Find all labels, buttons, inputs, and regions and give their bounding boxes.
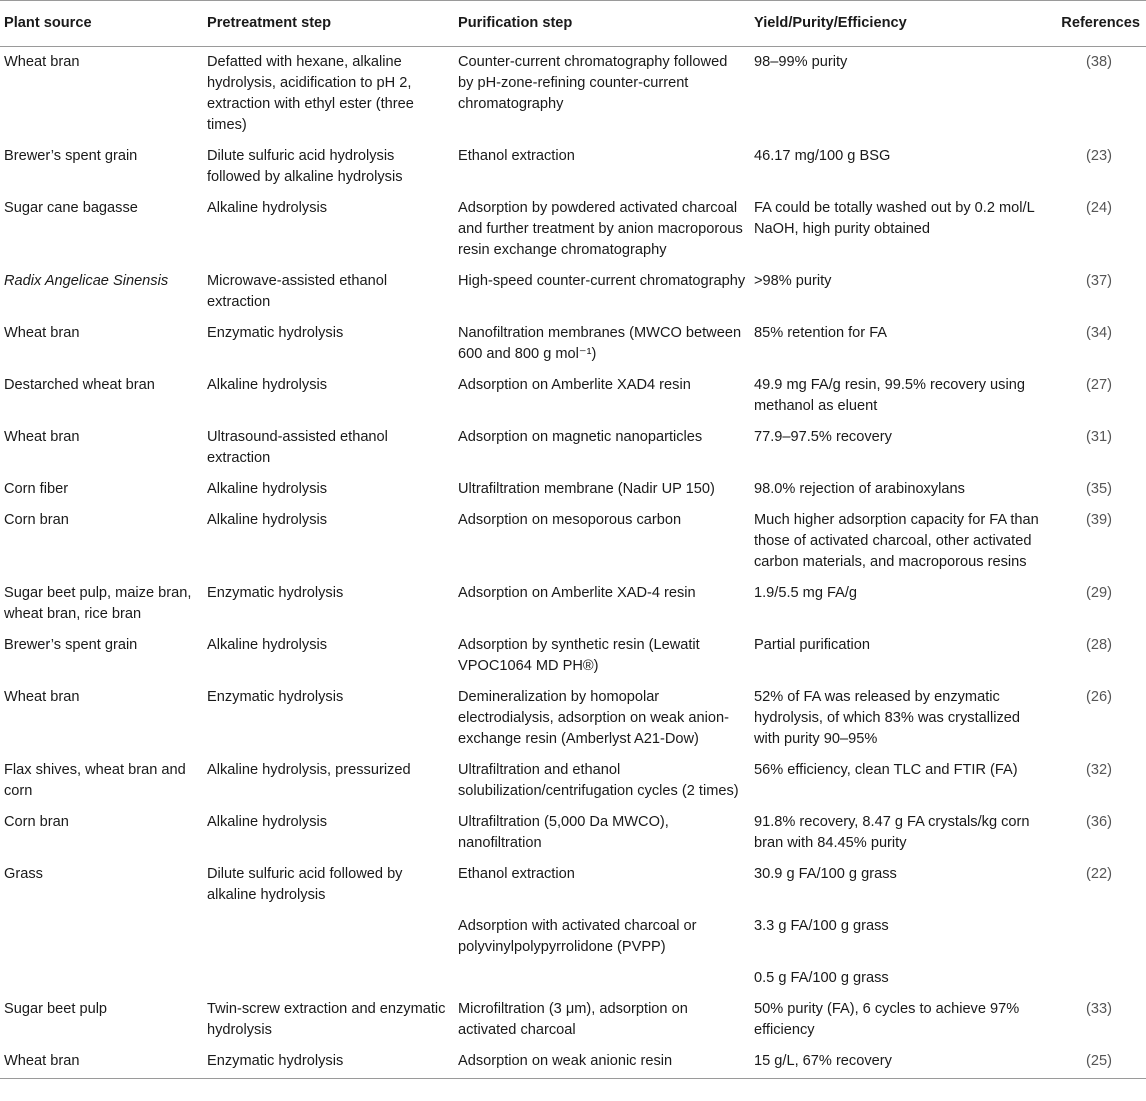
cell-pretreatment: Alkaline hydrolysis bbox=[207, 637, 328, 653]
cell-pretreatment: Dilute sulfuric acid followed by alkaline hydrolysis bbox=[207, 866, 403, 903]
cell-reference: (39) bbox=[1086, 512, 1112, 528]
cell-yield: 46.17 mg/100 g BSG bbox=[754, 148, 891, 164]
cell-pretreatment: Ultrasound-assisted ethanol extraction bbox=[207, 429, 388, 466]
table-header-row bbox=[0, 1, 1146, 47]
cell-plant-source: Wheat bran bbox=[4, 689, 80, 705]
cell-plant-source: Destarched wheat bran bbox=[4, 377, 155, 393]
table-row bbox=[0, 911, 1146, 963]
cell-yield: 98–99% purity bbox=[754, 54, 848, 70]
cell-purification: High-speed counter-current chromatography bbox=[458, 273, 746, 289]
cell-plant-source bbox=[0, 911, 203, 963]
table-row bbox=[0, 578, 1146, 630]
cell-yield: 30.9 g FA/100 g grass bbox=[754, 866, 897, 882]
cell-reference: (26) bbox=[1086, 689, 1112, 705]
cell-pretreatment: Alkaline hydrolysis bbox=[207, 512, 328, 528]
cell-reference bbox=[1048, 911, 1146, 963]
cell-yield: 77.9–97.5% recovery bbox=[754, 429, 892, 445]
table-row bbox=[0, 422, 1146, 474]
cell-plant-source: Sugar beet pulp, maize bran, wheat bran, rice bran bbox=[4, 585, 192, 622]
cell-reference: (23) bbox=[1086, 148, 1112, 164]
table-row bbox=[0, 963, 1146, 994]
cell-pretreatment: Alkaline hydrolysis, pressurized bbox=[207, 762, 411, 778]
cell-plant-source: Wheat bran bbox=[4, 325, 80, 341]
cell-yield: Partial purification bbox=[754, 637, 870, 653]
cell-purification bbox=[454, 963, 750, 994]
cell-yield: >98% purity bbox=[754, 273, 832, 289]
cell-pretreatment: Dilute sulfuric acid hydrolysis followed by alkaline hydrolysis bbox=[207, 148, 403, 185]
cell-purification: Demineralization by homopolar electrodialysis, adsorption on weak anion-exchange resin (Amberlyst A21-Dow) bbox=[458, 689, 729, 747]
cell-reference: (37) bbox=[1086, 273, 1112, 289]
table-row bbox=[0, 994, 1146, 1046]
cell-pretreatment: Microwave-assisted ethanol extraction bbox=[207, 273, 388, 310]
cell-reference: (22) bbox=[1086, 866, 1112, 882]
cell-reference: (29) bbox=[1086, 585, 1112, 601]
table-row bbox=[0, 682, 1146, 755]
cell-plant-source: Corn fiber bbox=[4, 481, 69, 497]
cell-reference: (24) bbox=[1086, 200, 1112, 216]
table-row bbox=[0, 141, 1146, 193]
cell-yield: Much higher adsorption capacity for FA than those of activated charcoal, other activated carbon materials, and macroporous resins bbox=[754, 512, 1039, 570]
table-row bbox=[0, 859, 1146, 911]
cell-purification: Ultrafiltration membrane (Nadir UP 150) bbox=[458, 481, 715, 497]
cell-reference: (31) bbox=[1086, 429, 1112, 445]
table-row bbox=[0, 370, 1146, 422]
header-references: References bbox=[1048, 1, 1146, 47]
cell-purification: Microfiltration (3 μm), adsorption on activated charcoal bbox=[458, 1001, 688, 1038]
cell-purification: Adsorption on weak anionic resin bbox=[454, 1046, 750, 1079]
table-row bbox=[0, 1046, 1146, 1079]
cell-pretreatment bbox=[203, 963, 454, 994]
cell-plant-source bbox=[0, 963, 203, 994]
table-row bbox=[0, 755, 1146, 807]
cell-plant-source: Wheat bran bbox=[0, 1046, 203, 1079]
cell-purification: Ultrafiltration (5,000 Da MWCO), nanofiltration bbox=[458, 814, 669, 851]
cell-plant-source: Corn bran bbox=[4, 512, 69, 528]
cell-purification: Adsorption on Amberlite XAD4 resin bbox=[458, 377, 691, 393]
cell-pretreatment: Enzymatic hydrolysis bbox=[207, 689, 344, 705]
cell-pretreatment: Enzymatic hydrolysis bbox=[207, 325, 344, 341]
cell-reference: (35) bbox=[1086, 481, 1112, 497]
cell-reference: (28) bbox=[1086, 637, 1112, 653]
cell-plant-source: Brewer’s spent grain bbox=[4, 637, 138, 653]
cell-yield: 1.9/5.5 mg FA/g bbox=[754, 585, 858, 601]
cell-pretreatment: Alkaline hydrolysis bbox=[207, 481, 328, 497]
cell-plant-source: Sugar cane bagasse bbox=[4, 200, 138, 216]
cell-yield: 85% retention for FA bbox=[754, 325, 888, 341]
cell-purification: Adsorption with activated charcoal or polyvinylpolypyrrolidone (PVPP) bbox=[458, 918, 697, 955]
cell-purification: Adsorption on magnetic nanoparticles bbox=[458, 429, 703, 445]
cell-yield: 15 g/L, 67% recovery bbox=[750, 1046, 1048, 1079]
cell-reference: (38) bbox=[1086, 54, 1112, 70]
cell-yield: 3.3 g FA/100 g grass bbox=[754, 918, 889, 934]
cell-purification: Nanofiltration membranes (MWCO between 600 and 800 g mol⁻¹) bbox=[458, 325, 742, 362]
cell-purification: Counter-current chromatography followed by pH-zone-refining counter-current chromatography bbox=[458, 54, 728, 112]
cell-purification: Adsorption on Amberlite XAD-4 resin bbox=[458, 585, 696, 601]
cell-reference: (36) bbox=[1086, 814, 1112, 830]
cell-purification: Ethanol extraction bbox=[458, 866, 575, 882]
header-pretreatment-step: Pretreatment step bbox=[203, 1, 454, 47]
cell-purification: Adsorption on mesoporous carbon bbox=[458, 512, 682, 528]
cell-yield: 49.9 mg FA/g resin, 99.5% recovery using methanol as eluent bbox=[754, 377, 1025, 414]
cell-yield: 52% of FA was released by enzymatic hydrolysis, of which 83% was crystallized with purity 90–95% bbox=[754, 689, 1021, 747]
cell-plant-source: Brewer’s spent grain bbox=[4, 148, 138, 164]
cell-reference bbox=[1048, 963, 1146, 994]
cell-purification: Adsorption by powdered activated charcoal and further treatment by anion macroporous resin exchange chromatography bbox=[458, 200, 743, 258]
table-row bbox=[0, 318, 1146, 370]
cell-plant-source: Grass bbox=[4, 866, 43, 882]
header-plant-source: Plant source bbox=[0, 1, 203, 47]
table-row bbox=[0, 474, 1146, 505]
cell-yield: FA could be totally washed out by 0.2 mol/L NaOH, high purity obtained bbox=[754, 200, 1035, 237]
cell-pretreatment: Enzymatic hydrolysis bbox=[207, 585, 344, 601]
cell-purification: Ultrafiltration and ethanol solubilization/centrifugation cycles (2 times) bbox=[458, 762, 739, 799]
cell-purification: Ethanol extraction bbox=[458, 148, 575, 164]
cell-pretreatment: Enzymatic hydrolysis bbox=[203, 1046, 454, 1079]
cell-pretreatment: Alkaline hydrolysis bbox=[207, 377, 328, 393]
cell-reference: (32) bbox=[1086, 762, 1112, 778]
cell-reference: (27) bbox=[1086, 377, 1112, 393]
cell-yield: 50% purity (FA), 6 cycles to achieve 97% efficiency bbox=[754, 1001, 1020, 1038]
cell-plant-source: Wheat bran bbox=[4, 54, 80, 70]
cell-pretreatment bbox=[203, 911, 454, 963]
cell-plant-source: Wheat bran bbox=[4, 429, 80, 445]
cell-pretreatment: Alkaline hydrolysis bbox=[207, 814, 328, 830]
cell-reference: (33) bbox=[1086, 1001, 1112, 1017]
table-row bbox=[0, 47, 1146, 142]
cell-plant-source: Flax shives, wheat bran and corn bbox=[4, 762, 186, 799]
cell-plant-source: Corn bran bbox=[4, 814, 69, 830]
table-row bbox=[0, 193, 1146, 266]
cell-yield: 91.8% recovery, 8.47 g FA crystals/kg corn bran with 84.45% purity bbox=[754, 814, 1030, 851]
table-row bbox=[0, 505, 1146, 578]
cell-plant-source: Sugar beet pulp bbox=[4, 1001, 108, 1017]
cell-purification: Adsorption by synthetic resin (Lewatit VPOC1064 MD PH®) bbox=[458, 637, 700, 674]
cell-yield: 98.0% rejection of arabinoxylans bbox=[754, 481, 965, 497]
cell-reference: (34) bbox=[1086, 325, 1112, 341]
cell-plant-source: Radix Angelicae Sinensis bbox=[4, 273, 169, 289]
cell-yield: 0.5 g FA/100 g grass bbox=[754, 970, 889, 986]
cell-reference: (25) bbox=[1048, 1046, 1146, 1079]
table-row bbox=[0, 630, 1146, 682]
header-purification-step: Purification step bbox=[454, 1, 750, 47]
cell-pretreatment: Twin-screw extraction and enzymatic hydrolysis bbox=[207, 1001, 446, 1038]
cell-pretreatment: Defatted with hexane, alkaline hydrolysis, acidification to pH 2, extraction with ethyl ester (three times) bbox=[207, 54, 414, 133]
header-yield-purity-efficiency: Yield/Purity/Efficiency bbox=[750, 1, 1048, 47]
cell-yield: 56% efficiency, clean TLC and FTIR (FA) bbox=[754, 762, 1018, 778]
cell-pretreatment: Alkaline hydrolysis bbox=[207, 200, 328, 216]
table-row bbox=[0, 266, 1146, 318]
table-row bbox=[0, 807, 1146, 859]
